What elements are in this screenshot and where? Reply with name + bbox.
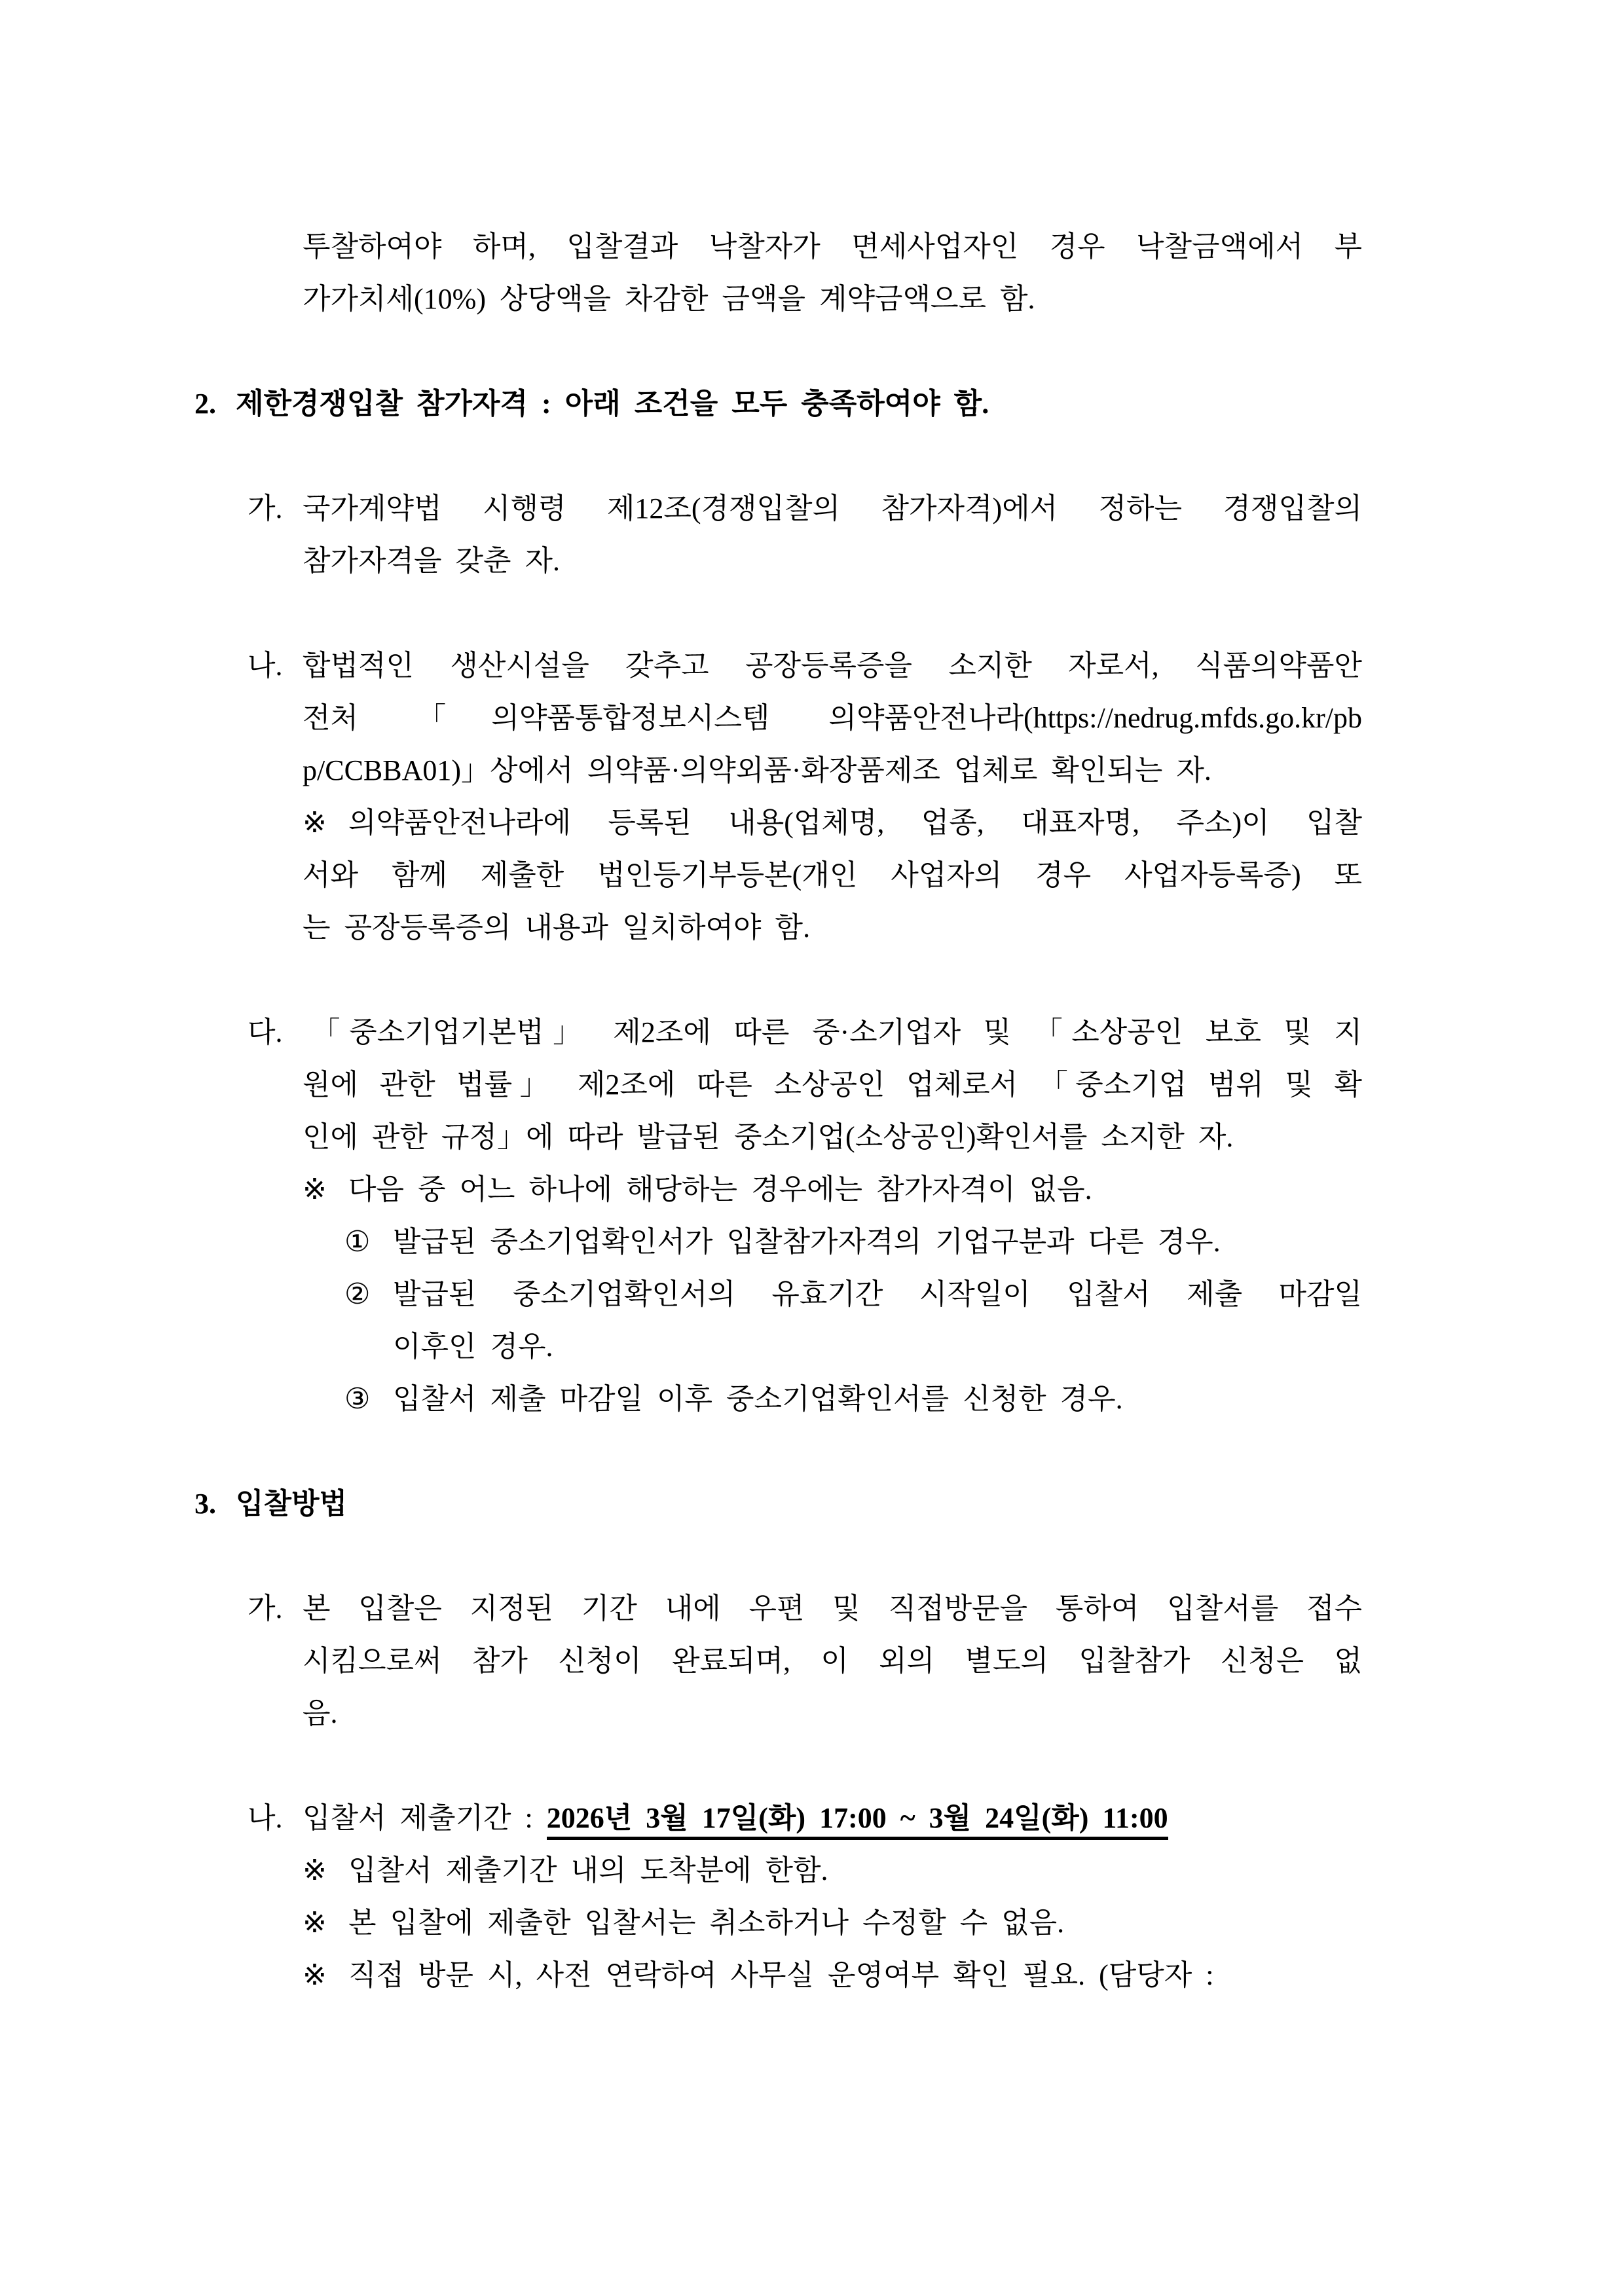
reference-mark: ※ [303,1854,327,1886]
intro-line-2: 가가치세(10%) 상당액을 차감한 금액을 계약금액으로 함. [303,283,1035,315]
item-da-note-line-1 [0,1164,1624,1216]
period-note-3-line [0,1949,1624,2002]
item-na-line-2: 전처 「의약품통합정보시스템 의약품안전나라(https://nedrug.mfds.go.kr/pb [303,702,1362,734]
submission-period-prefix: 입찰서 제출기간 : [303,1802,547,1834]
method-item-na [0,1792,1624,1845]
method-ga-label: 가. [248,1592,283,1625]
subitem-1-text: 발급된 중소기업확인서가 입찰참가자격의 기업구분과 다른 경우. [393,1226,1221,1258]
item-da-line-2: 원에 관한 법률」 제2조에 따른 소상공인 업체로서 「중소기업 범위 및 확 [303,1069,1362,1101]
section-heading [0,378,1624,430]
subitem-1 [0,1216,1624,1268]
period-note-3 [0,1949,1624,2002]
section-3-heading [0,1478,1624,1530]
item-na-note-line-3: 는 공장등록증의 내용과 일치하여야 함. [303,911,811,944]
submission-period-line [0,1792,1624,1845]
item-na-line-1 [0,640,1624,692]
reference-mark: ※ [303,1959,327,1991]
subitem-2-line-2: 이후인 경우. [393,1331,553,1363]
circled-2-marker: ② [344,1278,371,1310]
subitem-3-text: 입찰서 제출 마감일 이후 중소기업확인서를 신청한 경우. [393,1383,1123,1415]
item-na-note-line-2: 서와 함께 제출한 법인등기부등본(개인 사업자의 경우 사업자등록증) 또 [303,859,1362,891]
intro-line-1: 투찰하여야 하며, 입찰결과 낙찰자가 면세사업자인 경우 낙찰금액에서 부 [303,230,1362,263]
section-3-title: 입찰방법 [236,1488,348,1520]
item-da-note [0,1164,1624,1216]
item-na-note-line-1 [0,797,1624,849]
circled-3-marker: ③ [344,1383,371,1415]
period-note-1-line [0,1845,1624,1897]
item-da-line-1 [0,1006,1624,1059]
item-na-line-3: p/CCBBA01)」상에서 의약품·의약외품·화장품제조 업체로 확인되는 자. [303,754,1211,786]
method-na-label: 나. [248,1802,283,1834]
reference-mark: ※ [303,807,327,839]
subitem-2-text-1: 발급된 중소기업확인서의 유효기간 시작일이 입찰서 제출 마감일 [393,1278,1362,1310]
item-da-line-3: 인에 관한 규정」에 따라 발급된 중소기업(소상공인)확인서를 소지한 자. [303,1121,1234,1153]
method-ga-line-3: 음. [303,1697,338,1729]
period-note-2 [0,1897,1624,1949]
item-ga-line-1 [0,483,1624,535]
reference-mark: ※ [303,1907,327,1939]
period-note-2-text: 본 입찰에 제출한 입찰서는 취소하거나 수정할 수 없음. [348,1907,1065,1939]
subitem-2 [0,1268,1624,1373]
item-da-note-text-1: 다음 중 어느 하나에 해당하는 경우에는 참가자격이 없음. [348,1173,1092,1205]
item-na-note-text-1: 의약품안전나라에 등록된 내용(업체명, 업종, 대표자명, 주소)이 입찰 [348,807,1362,839]
method-ga-line-1 [0,1583,1624,1635]
item-da-text-1: 「중소기업기본법」 제2조에 따른 중·소기업자 및 「소상공인 보호 및 지 [303,1016,1362,1048]
section-2-number: 2. [194,388,216,420]
item-na-text-1: 합법적인 생산시설을 갖추고 공장등록증을 소지한 자로서, 식품의약품안 [303,650,1362,682]
subitem-1-line [0,1216,1624,1268]
item-na [0,640,1624,797]
section-3-number: 3. [194,1488,216,1520]
item-ga-line-2: 참가자격을 갖춘 자. [303,545,561,577]
period-note-3-text: 직접 방문 시, 사전 연락하여 사무실 운영여부 확인 필요. (담당자 : [348,1959,1214,1991]
section-2-title: 제한경쟁입찰 참가자격 : 아래 조건을 모두 충족하여야 함. [236,388,989,420]
section-2-heading [0,378,1624,430]
subitem-2-line-1 [0,1268,1624,1321]
item-ga-text-1: 국가계약법 시행령 제12조(경쟁입찰의 참가자격)에서 정하는 경쟁입찰의 [303,492,1362,524]
intro-paragraph [0,221,1624,325]
method-item-ga [0,1583,1624,1740]
method-ga-line-2: 시킴으로써 참가 신청이 완료되며, 이 외의 별도의 입찰참가 신청은 없 [303,1645,1362,1677]
period-note-1 [0,1845,1624,1897]
method-ga-text-1: 본 입찰은 지정된 기간 내에 우편 및 직접방문을 통하여 입찰서를 접수 [303,1592,1362,1625]
circled-1-marker: ① [344,1226,371,1258]
period-note-2-line [0,1897,1624,1949]
item-na-note [0,797,1624,954]
submission-period-value: 2026년 3월 17일(화) 17:00 ~ 3월 24일(화) 11:00 [547,1802,1168,1840]
period-note-1-text: 입찰서 제출기간 내의 도착분에 한함. [348,1854,828,1886]
item-da [0,1006,1624,1164]
item-ga-label: 가. [248,492,283,524]
section-heading [0,1478,1624,1530]
subitem-3-line [0,1373,1624,1425]
subitem-3 [0,1373,1624,1425]
item-ga [0,483,1624,587]
reference-mark: ※ [303,1173,327,1205]
item-na-label: 나. [248,650,283,682]
item-da-label: 다. [248,1016,283,1048]
